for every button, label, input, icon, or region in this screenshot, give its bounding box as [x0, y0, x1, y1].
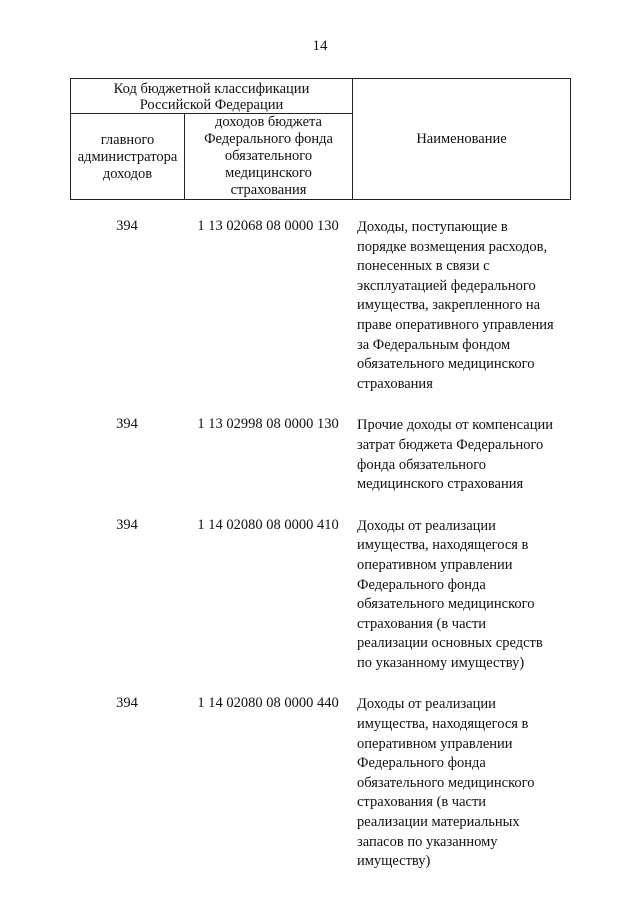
name-line: за Федеральным фондом — [357, 336, 511, 353]
name-line: оперативном управлении — [357, 556, 513, 573]
revenue-code: 1 13 02068 08 0000 130 — [197, 218, 339, 234]
name-line: имущества, закрепленного на — [357, 297, 541, 314]
name-line: эксплуатацией федерального — [357, 277, 536, 294]
name-line: Доходы от реализации — [357, 696, 496, 713]
name-line: обязательного медицинского — [357, 596, 535, 613]
header-line: страхования — [230, 182, 307, 198]
header-line: администратора — [77, 148, 178, 165]
revenue-name — [357, 695, 571, 871]
table-row — [70, 416, 571, 494]
header-line: доходов бюджета — [215, 114, 322, 130]
header-budget-classification — [71, 79, 353, 114]
name-line: запасов по указанному — [357, 833, 498, 850]
name-line: праве оперативного управления — [357, 316, 554, 333]
name-line: страхования — [357, 375, 433, 392]
header-line: главного — [100, 131, 155, 148]
revenue-name — [357, 517, 571, 674]
header-fund-revenues — [185, 114, 353, 200]
name-line: страхования (в части — [357, 794, 487, 811]
revenue-code: 1 13 02998 08 0000 130 — [197, 416, 339, 433]
revenue-code: 1 14 02080 08 0000 440 — [197, 695, 339, 712]
revenue-name — [357, 416, 571, 494]
revenue-code: 1 14 02080 08 0000 410 — [197, 516, 339, 533]
admin-code: 394 — [116, 416, 138, 433]
name-line: фонда обязательного — [357, 456, 487, 473]
name-line: порядке возмещения расходов, — [357, 238, 548, 255]
name-line: Федерального фонда — [357, 755, 486, 772]
page-number: 14 — [312, 38, 328, 54]
name-line: имуществу) — [357, 853, 431, 870]
name-line: Прочие доходы от компенсации — [357, 417, 554, 434]
header-line: Код бюджетной классификации — [113, 81, 310, 97]
name-line: имущества, находящегося в — [357, 537, 529, 554]
name-line: имущества, находящегося в — [357, 716, 529, 733]
admin-code: 394 — [116, 516, 138, 533]
table-body — [70, 218, 571, 872]
name-line: страхования (в части — [357, 615, 487, 632]
table-row — [70, 695, 571, 871]
name-line: реализации основных средств — [357, 635, 543, 652]
name-line: Федерального фонда — [357, 576, 486, 593]
header-main-administrator — [71, 114, 185, 200]
table-row — [70, 218, 571, 394]
table-row — [70, 517, 571, 674]
admin-code: 394 — [116, 695, 138, 712]
header-line: обязательного — [224, 148, 313, 164]
name-line: понесенных в связи с — [357, 258, 490, 275]
name-line: оперативном управлении — [357, 735, 513, 752]
header-line: Федерального фонда — [204, 131, 333, 147]
header-line: Российской Федерации — [139, 97, 284, 113]
name-line: реализации материальных — [357, 814, 520, 831]
name-line: Доходы от реализации — [357, 517, 496, 534]
name-line: по указанному имуществу) — [357, 654, 525, 671]
name-line: медицинского страхования — [357, 476, 524, 493]
header-line: доходов — [102, 165, 153, 182]
name-line: Доходы, поступающие в — [357, 219, 508, 235]
header-line: медицинского — [225, 165, 312, 181]
name-line: обязательного медицинского — [357, 356, 535, 373]
admin-code: 394 — [116, 218, 138, 234]
name-line: обязательного медицинского — [357, 774, 535, 791]
name-line: затрат бюджета Федерального — [357, 436, 544, 453]
table-header — [70, 78, 571, 200]
revenue-name — [357, 218, 571, 394]
header-name: Наименование — [416, 130, 507, 147]
